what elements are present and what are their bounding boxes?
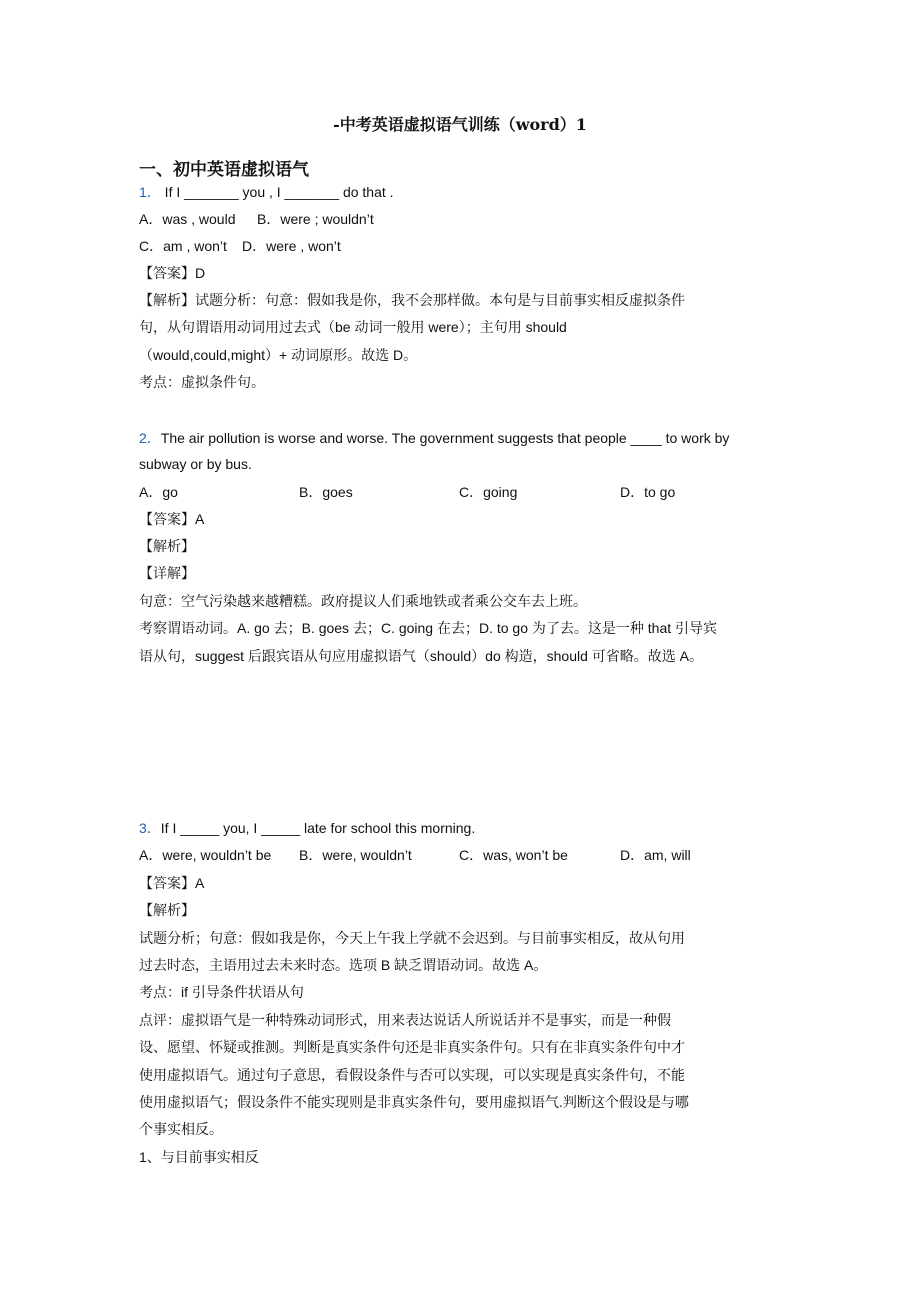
question-3-answer: 【答案】A [139, 875, 205, 891]
question-3-number: 3． [139, 820, 161, 836]
question-2-option-b: B．goes [299, 484, 353, 500]
question-2-detail-line-2: 考察谓语动词。A. go 去；B. goes 去；C. going 在去；D. to go 为了去。这是一种 that 引导宾 [139, 620, 718, 636]
section-heading: 一、初中英语虚拟语气 [139, 160, 309, 179]
question-1-point: 考点：虚拟条件句。 [139, 374, 265, 390]
question-1-analysis-line-3: （would,could,might）+ 动词原形。故选 D。 [139, 347, 418, 363]
question-1-option-c: C．am , won’t [139, 238, 227, 254]
question-1-option-d: D．were , won’t [242, 238, 341, 254]
question-2-option-a: A．go [139, 484, 178, 500]
question-3-option-b: B．were, wouldn’t [299, 847, 412, 863]
question-2-detail-line-1: 句意：空气污染越来越糟糕。政府提议人们乘地铁或者乘公交车去上班。 [139, 593, 587, 609]
question-3-comment-line-4: 使用虚拟语气；假设条件不能实现则是非真实条件句，要用虚拟语气.判断这个假设是与哪 [139, 1094, 689, 1110]
question-1-options-row-1 [139, 208, 789, 230]
question-2-text: The air pollution is worse and worse. The government suggests that people ____ to work by [160, 430, 730, 446]
question-2-stem-line-1 [139, 427, 789, 449]
question-1-option-b: B．were ; wouldn’t [257, 211, 374, 227]
question-3-comment-line-3: 使用虚拟语气。通过句子意思，看假设条件与否可以实现，可以实现是真实条件句，不能 [139, 1067, 685, 1083]
question-2-option-d: D．to go [620, 484, 676, 500]
question-2-answer: 【答案】A [139, 511, 205, 527]
page-title: -中考英语虚拟语气训练（word）1 [333, 115, 587, 134]
question-3-option-d: D．am, will [620, 847, 691, 863]
question-3-option-c: C．was, won’t be [459, 847, 568, 863]
question-3-stem [139, 817, 789, 839]
question-1-analysis-line-1: 【解析】试题分析：句意：假如我是你，我不会那样做。本句是与目前事实相反虚拟条件 [139, 292, 685, 308]
question-1-options-row-2 [139, 235, 789, 257]
question-3-options [139, 844, 789, 866]
question-2-detail-label: 【详解】 [139, 565, 195, 581]
question-2-stem-line-2: subway or by bus. [139, 456, 252, 472]
question-3-comment-line-2: 设、愿望、怀疑或推测。判断是真实条件句还是非真实条件句。只有在非真实条件句中才 [139, 1039, 685, 1055]
question-1-analysis-line-2: 句，从句谓语用动词用过去式（be 动词一般用 were）；主句用 should [139, 319, 567, 335]
question-3-text: If I _____ you, I _____ late for school this morning. [160, 820, 476, 836]
question-2-analysis-label: 【解析】 [139, 538, 195, 554]
question-3-analysis-line-2: 过去时态，主语用过去未来时态。选项 B 缺乏谓语动词。故选 A。 [139, 957, 548, 973]
question-3-analysis-line-1: 试题分析；句意：假如我是你，今天上午我上学就不会迟到。与目前事实相反，故从句用 [139, 930, 685, 946]
question-2-options [139, 481, 789, 503]
question-3-point: 考点：if 引导条件状语从句 [139, 984, 304, 1000]
question-1-stem [139, 181, 789, 203]
question-2-number: 2． [139, 430, 161, 446]
question-3-analysis-label: 【解析】 [139, 902, 195, 918]
question-1-answer: 【答案】D [139, 265, 206, 281]
question-3-comment-line-5: 个事实相反。 [139, 1121, 223, 1137]
question-2-option-c: C．going [459, 484, 518, 500]
question-3-comment-line-1: 点评：虚拟语气是一种特殊动词形式，用来表达说话人所说话并不是事实，而是一种假 [139, 1012, 671, 1028]
question-3-option-a: A．were, wouldn’t be [139, 847, 272, 863]
question-1-option-a: A．was , would [139, 211, 236, 227]
question-1-text: If I _______ you , I _______ do that . [160, 184, 394, 200]
question-2-detail-line-3: 语从句，suggest 后跟宾语从句应用虚拟语气（should）do 构造，should 可省略。故选 A。 [139, 648, 704, 664]
question-3-subheading: 1、与目前事实相反 [139, 1149, 259, 1165]
question-1-number: 1． [139, 184, 161, 200]
